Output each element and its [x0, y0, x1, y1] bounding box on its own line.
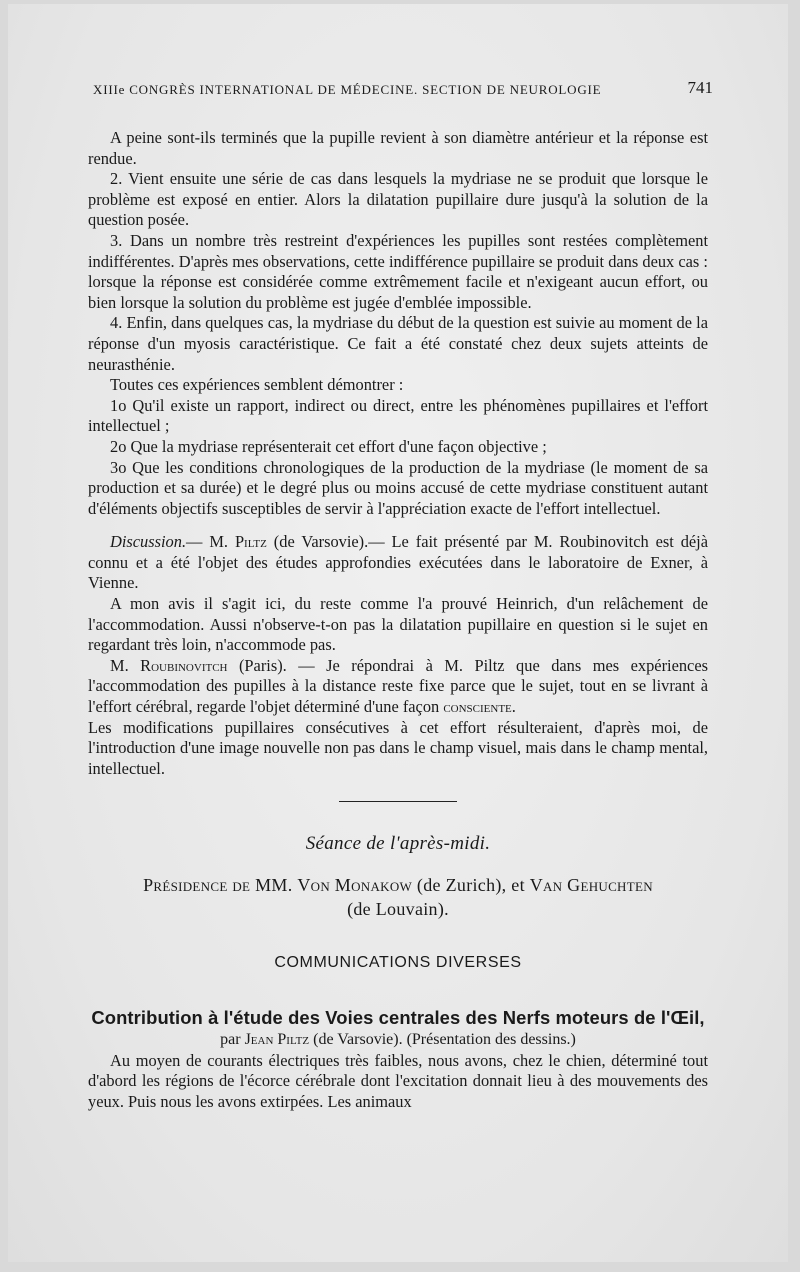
- section-divider: [339, 801, 457, 802]
- discussion-paragraph-3: M. Roubinovitch (Paris). — Je répondrai à M. Piltz que dans mes expériences l'accommodation des pupilles à la distance reste fixe parce que le sujet, tout en se livrant à l'effort cérébral, regarde l'objet déterminé d'une façon consciente.: [88, 655, 708, 717]
- paragraph-5: Toutes ces expériences semblent démontrer :: [110, 375, 404, 395]
- article-title: Contribution à l'étude des Voies centrales des Nerfs moteurs de l'Œil,: [91, 1006, 705, 1028]
- conclusion-3: 3o Que les conditions chronologiques de la production de la mydriase (le moment de sa production et sa durée) et le degré plus ou moins accusé de cette mydriase constituent autant d'éléments objectifs susceptibles de servir à l'appréciation exacte de l'effort intellectuel.: [88, 457, 708, 518]
- conclusion-1: 1o Qu'il existe un rapport, indirect ou direct, entre les phénomènes pupillaires et l'effort intellectuel ;: [88, 395, 708, 436]
- paragraph-1: A peine sont-ils terminés que la pupille revient à son diamètre antérieur et la réponse est rendue.: [88, 128, 708, 168]
- discussion-paragraph-2: A mon avis il s'agit ici, du reste comme l'a prouvé Heinrich, d'un relâchement de l'accommodation. Aussi n'observe-t-on pas la dilatation pupillaire en question si le sujet en regardant très loin, n'accommode pas.: [88, 594, 708, 655]
- discussion-paragraph-1: Discussion.— M. Piltz (de Varsovie).— Le fait présenté par M. Roubinovitch est déjà connu et a été l'objet des études approfondies exécutées dans le laboratoire de Exner, à Vienne.: [88, 532, 708, 593]
- conclusion-2: 2o Que la mydriase représenterait cet effort d'une façon objective ;: [110, 436, 547, 456]
- speaker-piltz: M. Piltz: [209, 532, 267, 552]
- running-head: [93, 78, 713, 98]
- president-von-monakow: Von Monakow: [297, 875, 413, 895]
- paragraph-3: 3. Dans un nombre très restreint d'expériences les pupilles sont restées complètement indifférentes. D'après mes observations, cette indifférence pupillaire se produit dans deux cas : lorsque la réponse est considérée comme extrêmement facile et n'exigeant aucun effort, ou bien lorsque la solution du problème est jugée d'emblée impossible.: [88, 230, 708, 312]
- article-intro-paragraph: Au moyen de courants électriques très faibles, nous avons, chez le chien, déterminé tout d'abord les régions de l'écorce cérébrale dont l'excitation donnait lieu à des mouvements des yeux. Puis nous les avons extirpées. Les animaux: [88, 1050, 708, 1111]
- discussion-label: Discussion.: [110, 532, 187, 552]
- paragraph-2: 2. Vient ensuite une série de cas dans lesquels la mydriase ne se produit que lorsque le problème est exposé en entier. Alors la dilatation pupillaire dure jusqu'à la solution de la question posée.: [88, 169, 708, 230]
- session-title: Séance de l'après-midi.: [305, 833, 491, 855]
- running-title: XIIIe CONGRÈS INTERNATIONAL DE MÉDECINE. SECTION DE NEUROLOGIE: [93, 82, 602, 97]
- section-heading: COMMUNICATIONS DIVERSES: [274, 954, 522, 971]
- presidence-line: Présidence de MM. Von Monakow (de Zurich), et Van Gehuchten (de Louvain).: [143, 875, 653, 919]
- discussion-paragraph-4: Les modifications pupillaires consécutives à cet effort résulteraient, d'après moi, de l'introduction d'une image nouvelle non pas dans le champ visuel, mais dans le champ mental, intellectuel.: [88, 717, 708, 778]
- speaker-roubinovitch: M. Roubinovitch: [110, 655, 228, 675]
- president-van-gehuchten: Van Gehuchten: [529, 875, 653, 895]
- body-text: [88, 128, 708, 1113]
- page-number: 741: [687, 78, 713, 97]
- article-byline: par Jean Piltz (de Varsovie). (Présentation des dessins.): [220, 1031, 576, 1049]
- author-name: Jean Piltz: [244, 1031, 310, 1049]
- paragraph-4: 4. Enfin, dans quelques cas, la mydriase du début de la question est suivie au moment de la réponse d'un myosis caractéristique. Ce fait a été constaté chez deux sujets atteints de neurasthénie.: [88, 313, 708, 374]
- book-page: [8, 4, 788, 1262]
